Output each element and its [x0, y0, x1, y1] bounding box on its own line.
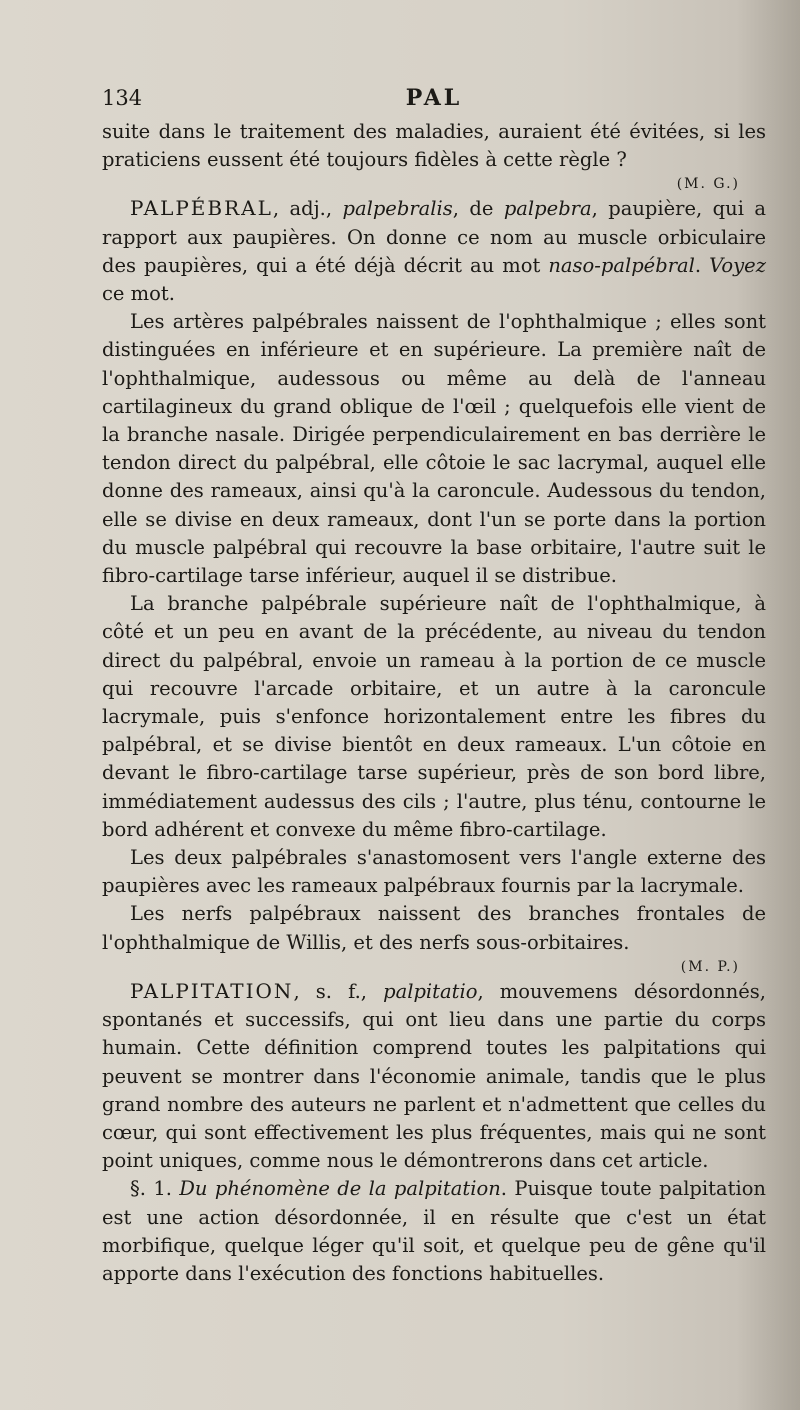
- entry-text: , s. f.,: [293, 979, 384, 1003]
- page-number: 134: [102, 86, 143, 110]
- page-content: [102, 84, 766, 1288]
- author-signature: (M. G.): [676, 176, 740, 193]
- latin-term: palpebra: [503, 197, 592, 221]
- entry-headword: PALPITATION: [130, 978, 294, 1003]
- paragraph-continuation: suite dans le traitement des maladies, auraient été évitées, si les praticiens eussent été toujours fidèles à cette règle ?: [102, 120, 766, 172]
- entry-text: , de: [452, 197, 504, 221]
- section-paragraph: [102, 1175, 766, 1288]
- running-title: PAL: [405, 85, 463, 111]
- entry-headword: PALPÉBRAL: [130, 196, 273, 221]
- paragraph: Les artères palpébrales naissent de l'ophthalmique ; elles sont distinguées en inférieure et en supérieure. La première naît de l'ophthalmique, audessous ou même au delà de l'anneau cartilagineux du grand oblique de l'œil ; quelquefois elle vient de la branche nasale. Dirigée perpendiculairement en bas derrière le tendon direct du palpébral, elle côtoie le sac lacrymal, auquel elle donne des rameaux, ainsi qu'à la caroncule. Audessous du tendon, elle se divise en deux rameaux, dont l'un se porte dans la portion du muscle palpébral qui recouvre la base orbitaire, l'autre suit le fibro-cartilage tarse inférieur, auquel il se distribue.: [102, 310, 766, 588]
- latin-term: palpitatio: [383, 979, 478, 1003]
- entry-text: , adj.,: [272, 197, 343, 221]
- section-text: . Puisque toute palpitation est une action désordonnée, il en résulte que c'est un état morbifique, quelque léger qu'il soit, et quelque peu de gêne qu'il apporte dans l'exécution des fonctions habituelles.: [102, 1177, 766, 1285]
- cross-reference: naso-palpébral: [548, 253, 695, 277]
- author-signature: (M. P.): [680, 958, 740, 975]
- page-header: [102, 84, 766, 118]
- entry-text: .: [694, 253, 710, 277]
- see-also: Voyez: [709, 253, 766, 277]
- entry-palpebral: [102, 194, 766, 308]
- entry-palpitation: [102, 977, 766, 1175]
- paragraph: Les deux palpébrales s'anastomosent vers l'angle externe des paupières avec les rameaux palpébraux fournis par la lacrymale.: [102, 846, 766, 898]
- paragraph: Les nerfs palpébraux naissent des branches frontales de l'ophthalmique de Willis, et des nerfs sous-orbitaires.: [102, 902, 766, 954]
- paragraph: La branche palpébrale supérieure naît de l'ophthalmique, à côté et un peu en avant de la précédente, au niveau du tendon direct du palpébral, envoie un rameau à la portion de ce muscle qui recouvre l'arcade orbitaire, et un autre à la caroncule lacrymale, puis s'enfonce horizontalement entre les fibres du palpébral, et se divise bientôt en deux rameaux. L'un côtoie en devant le fibro-cartilage tarse supérieur, près de son bord libre, immédiatement audessus des cils ; l'autre, plus ténu, contourne le bord adhérent et convexe du même fibro-cartilage.: [102, 592, 766, 841]
- latin-term: palpebralis: [342, 197, 453, 221]
- section-number: §. 1.: [130, 1177, 180, 1201]
- entry-text: ce mot.: [102, 282, 175, 306]
- entry-text: , paupière, qui a rapport aux paupières. On donne ce nom au muscle orbiculaire des paupières, qui a été déjà décrit au mot: [102, 197, 766, 277]
- section-title: Du phénomène de la palpitation: [179, 1177, 501, 1201]
- entry-text: , mouvemens désordonnés, spontanés et successifs, qui ont lieu dans une partie du corps humain. Cette définition comprend toutes les palpitations qui peuvent se montrer dans l'économie animale, tandis que le plus grand nombre des auteurs ne parlent et n'admettent que celles du cœur, qui sont effectivement les plus fréquentes, mais qui ne sont point uniques, comme nous le démontrerons dans cet article.: [102, 979, 766, 1173]
